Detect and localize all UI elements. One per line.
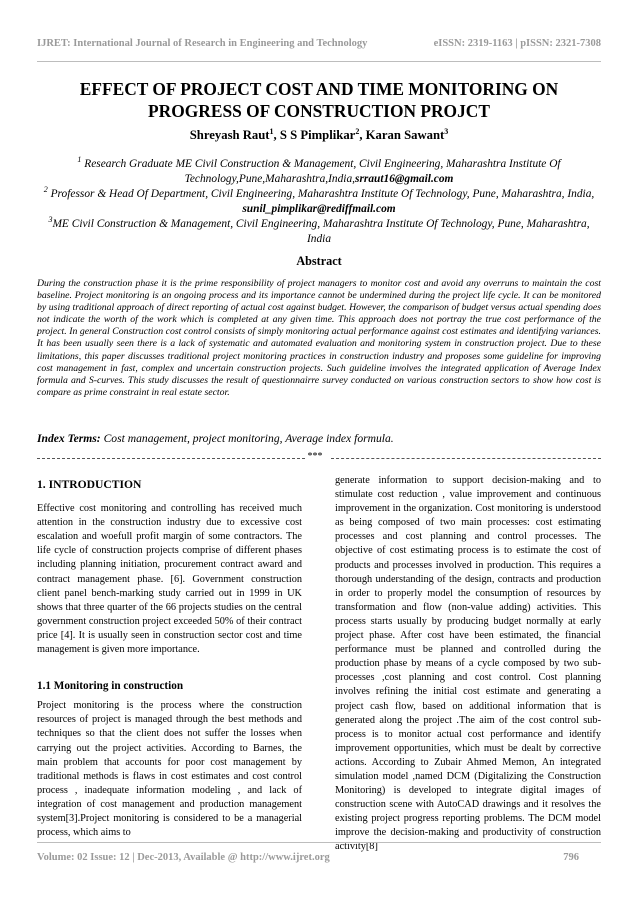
author-email[interactable]: sunil_pimplikar@rediffmail.com (242, 203, 396, 215)
author-email[interactable]: srraut16@gmail.com (355, 173, 454, 185)
author-name: Shreyash Raut (189, 128, 270, 142)
author-list: Shreyash Raut$^1$, S S Pimplikar$^2$, Karan Sawant$^3$ (189, 126, 449, 142)
paper-title: EFFECT OF PROJECT COST AND TIME MONITORING ON PROGRESS OF CONSTRUCTION PROJCT (79, 79, 559, 121)
journal-name: IJRET: International Journal of Research in Engineering and Technology (37, 38, 368, 49)
index-terms (37, 432, 601, 445)
volume-info: Volume: 02 Issue: 12 | Dec-2013, Available @ http://www.ijret.org (37, 852, 330, 863)
affiliation-2: $^2$ Professor & Head Of Department, Civil Engineering, Maharashtra Institute Of Technology, Pune, Maharashtra, India, sunil_pimplikar@rediffmail.com (43, 185, 595, 215)
header-rule (37, 61, 601, 62)
divider-stars: *** (307, 451, 323, 462)
index-terms-text: Cost management, project monitoring, Average index formula. (103, 432, 394, 445)
issn-info: eISSN: 2319-1163 | pISSN: 2321-7308 (433, 38, 601, 49)
affiliation-3: $^3$ME Civil Construction & Management, Civil Engineering, Maharashtra Institute Of Technology, Pune, Maharashtra, India (48, 215, 590, 245)
author-affil-number: 1 (269, 126, 274, 136)
section-divider (37, 452, 601, 464)
subsection-heading-monitoring: 1.1 Monitoring in construction (37, 680, 184, 693)
left-column (37, 474, 302, 840)
right-column (335, 474, 601, 855)
author-name: S S Pimplikar (279, 128, 356, 142)
affiliation-1: $^1$ Research Graduate ME Civil Construction & Management, Civil Engineering, Maharashtra Institute Of Technology,Pune,Maharashtra,India,srraut16@gmail.com (77, 155, 561, 185)
affiliations (37, 157, 601, 247)
index-terms-label: Index Terms: (37, 432, 101, 445)
paragraph: Effective cost monitoring and controlling has received much attention in the construction industry due to excessive cost escalation and woefull profit margin of some contractors. The life cycle of construction projects comprise of different phases including planning initiation, procurement contract award and contract management phase. [6]. Government construction client panel bench-marking study carried out in 1999 in UK shows that three quarter of the 66 projects studies on the central government construction project exceeded 50% of their contract price [4]. It is usually seen in construction sector cost and time management is given more importance. (37, 503, 302, 656)
author-affil-number: 2 (355, 126, 360, 136)
abstract-heading: Abstract (296, 254, 342, 268)
running-header (37, 38, 601, 52)
footer-rule (37, 842, 601, 843)
section-heading-introduction: 1. INTRODUCTION (37, 478, 142, 491)
paragraph: Project monitoring is the process where the construction resources of project is managed through the best methods and techniques so that the client does not suffer the losses when carrying out the project activities. According to Barnes, the main problem that accounts for poor cost management by traditional methods is flaws in cost estimates and cost control process , inadequate information modeling , and lack of integration of cost management and production management system[3].Project monitoring is considered to be a managerial process, which aims to (37, 700, 302, 839)
author-affil-number: 3 (444, 126, 449, 136)
page-number: 796 (563, 852, 579, 863)
abstract-text: During the construction phase it is the prime responsibility of project managers to monitor cost and avoid any overruns to maintain the cost baseline. Project monitoring is an ongoing process and its importance cannot be undermined during the project life cycle. It can be monitored by using traditional approach of direct reporting of actual cost against budget. However, the comparison of budget versus actual spending does not indicate the worth of the work which is completed at any given time. This approach does not portray the true cost performance of the project. In general Construction cost control consists of simply monitoring actual performance against cost estimates and identifying variances. It has been usually seen there is a lack of systematic and automated evaluation and monitoring system in construction project. Due to these limitations, this paper discusses traditional project monitoring practices in construction industry and proposes some guideline for improving cost management in fast, complex and uncertain construction projects. Such guideline involves the integrated application of Average Index formula and S-curves. This study discusses the result of questionnairre survey conducted on various construction sectors to show how cost is compare as prime constraint in real estate sector. (37, 278, 601, 398)
paragraph: generate information to support decision-making and to stimulate cost reduction , value improvement and continuous improvement in the organization. Cost monitoring is understood as being composed of two main processes: cost estimating processes and cost planning and control processes. The objective of cost estimating process is to estimate the cost of products and processes involved in production. This requires a thorough understanding of the design, contracts and production in order to properly model the consumption of resources by transformation and flow (non-value adding) activities. This process starts usually by producing budget normally at early project phase. After cost have been estimated, the financial performance must be planned and controlled during the production phase by means of a cycle composed by two sub-processes ,cost planning and cost control. Cost planning involves refining the initial cost estimate and generating a project cash flow, based on additional information that is generated along the project .The aim of the cost control sub-process is to monitor actual cost performance and identify improvement opportunities, which must be dealt by corrective actions. According to Zubair Ahmed Memon, An integrated simulation model ,named DCM (Digitalizing the Construction Monitoring) is developed to integrate digital images of construction scene with AutoCAD drawings and it resolves the existing project progress reporting problems. The DCM model improve the decision-making and productivity of construction activity[8] (335, 475, 601, 853)
author-name: Karan Sawant (365, 128, 445, 142)
